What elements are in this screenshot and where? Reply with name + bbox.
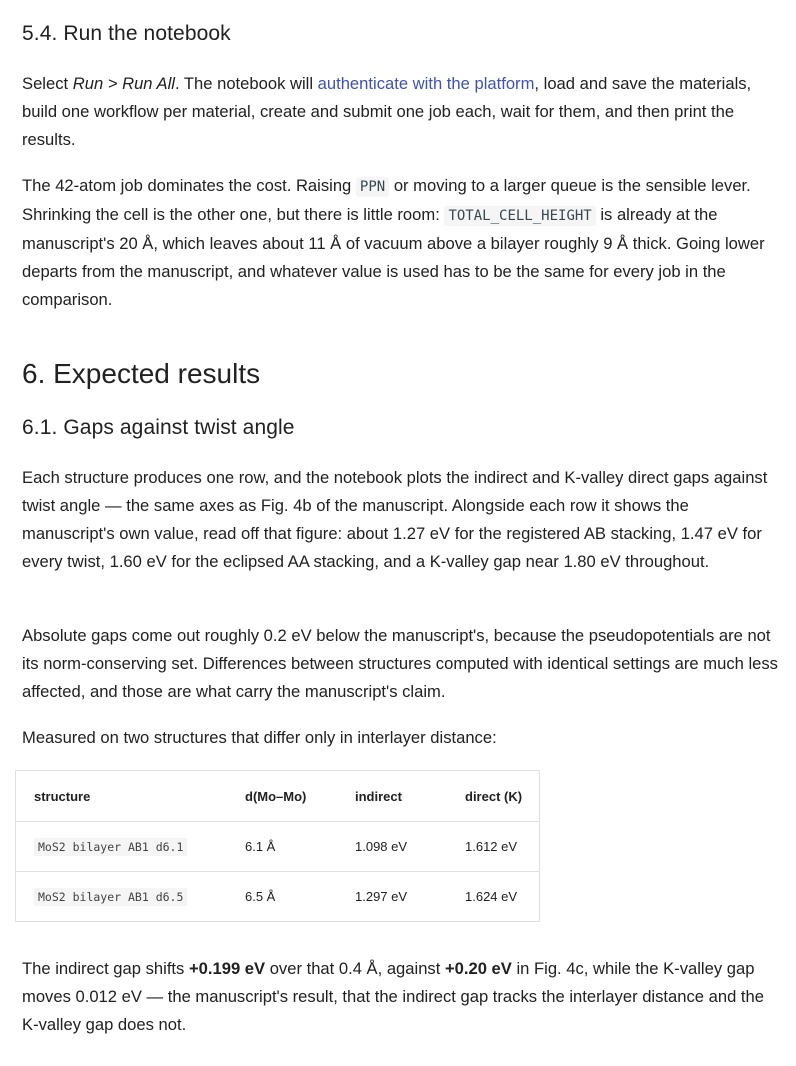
run-paragraph xyxy=(22,70,780,154)
structure-code: MoS2 bilayer AB1 d6.1 xyxy=(34,838,187,856)
text: , load and save the materials, build one workflow per material, create and submit one job each, wait for them, and then print the results. xyxy=(22,74,752,149)
cell-distance: 6.1 Å xyxy=(227,822,337,872)
cell-distance: 6.5 Å xyxy=(227,872,337,922)
cell-structure xyxy=(16,872,228,922)
text: is already at the manuscript's 20 Å, which leaves about 11 Å of vacuum above a bilayer roughly 9 Å thick. Going lower departs from the manuscript, and whatever value is used has to be the same for every job in the comparison. xyxy=(22,205,765,309)
section-heading-run-notebook: 5.4. Run the notebook xyxy=(22,22,231,45)
text: Select xyxy=(22,74,73,93)
cell-direct: 1.612 eV xyxy=(447,822,540,872)
results-paragraph-1: Each structure produces one row, and the notebook plots the indirect and K-valley direct gaps against twist angle — the same axes as Fig. 4b of the manuscript. Alongside each row it shows the manuscript's own value, read off that figure: about 1.27 eV for the registered AB stacking, 1.47 eV for every twist, 1.60 eV for the eclipsed AA stacking, and a K-valley gap near 1.80 eV throughout. xyxy=(22,468,768,571)
code-ppn: PPN xyxy=(356,177,389,197)
text: The indirect gap shifts xyxy=(22,959,189,978)
header-indirect: indirect xyxy=(337,771,447,822)
results-paragraph-3: Measured on two structures that differ only in interlayer distance: xyxy=(22,728,497,747)
cell-indirect: 1.098 eV xyxy=(337,822,447,872)
header-direct: direct (K) xyxy=(447,771,540,822)
header-distance: d(Mo–Mo) xyxy=(227,771,337,822)
results-paragraph-4 xyxy=(22,955,780,1039)
text: or moving to a larger queue is the sensible lever. Shrinking the cell is the other one, but there is little room: xyxy=(22,176,751,224)
cell-structure xyxy=(16,822,228,872)
text: over that 0.4 Å, against xyxy=(265,959,445,978)
text: in Fig. 4c, while the K-valley gap moves 0.012 eV — the manuscript's result, that the indirect gap tracks the interlayer distance and the K-valley gap does not. xyxy=(22,959,764,1034)
manuscript-shift-value: +0.20 eV xyxy=(444,959,512,978)
indirect-shift-value: +0.199 eV xyxy=(188,959,266,978)
text: The 42-atom job dominates the cost. Raising xyxy=(22,176,356,195)
table-row xyxy=(16,872,540,922)
code-total-cell-height: TOTAL_CELL_HEIGHT xyxy=(444,206,595,226)
menu-path: Run > Run All xyxy=(72,74,175,93)
cell-direct: 1.624 eV xyxy=(447,872,540,922)
gaps-table xyxy=(15,770,540,922)
table-row xyxy=(16,822,540,872)
structure-code: MoS2 bilayer AB1 d6.5 xyxy=(34,888,187,906)
section-heading-expected-results: 6. Expected results xyxy=(22,358,261,389)
results-paragraph-2: Absolute gaps come out roughly 0.2 eV below the manuscript's, because the pseudopotentials are not its norm-conserving set. Differences between structures computed with identical settings are much less affected, and those are what carry the manuscript's claim. xyxy=(22,626,778,701)
table-header-row xyxy=(16,771,540,822)
authenticate-link[interactable]: authenticate with the platform xyxy=(317,74,535,93)
header-structure: structure xyxy=(16,771,228,822)
subsection-heading-gaps: 6.1. Gaps against twist angle xyxy=(22,416,295,439)
cost-paragraph xyxy=(22,172,780,314)
text: . The notebook will xyxy=(174,74,318,93)
cell-indirect: 1.297 eV xyxy=(337,872,447,922)
